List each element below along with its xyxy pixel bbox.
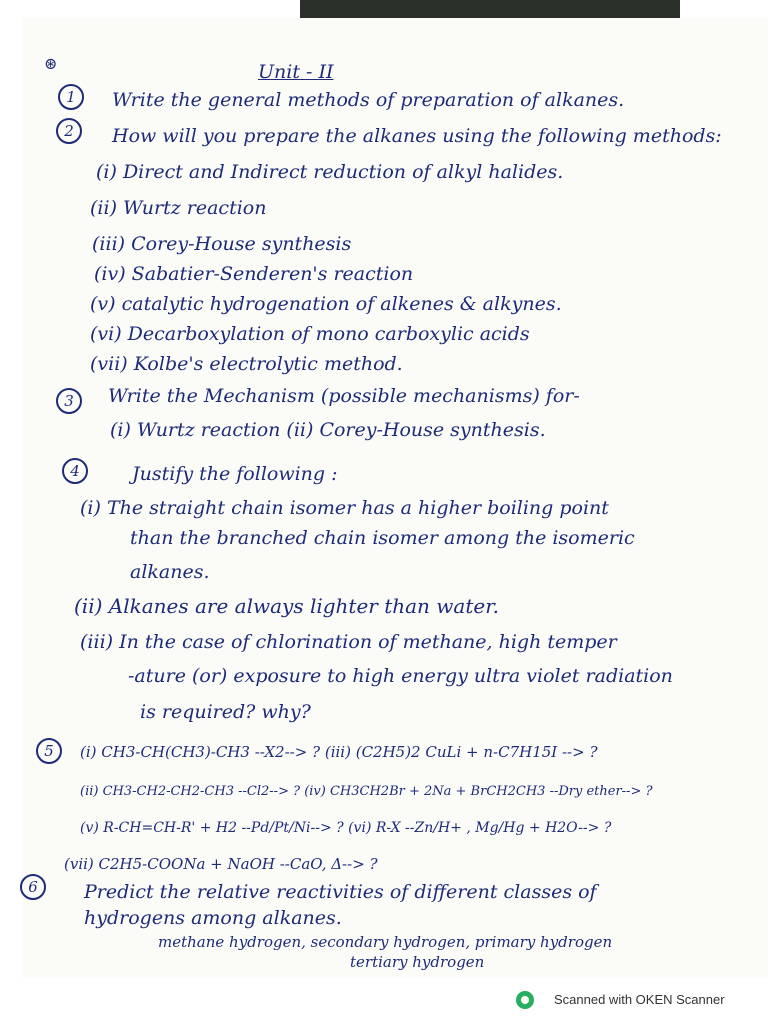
q6-line: methane hydrogen, secondary hydrogen, primary hydrogen [158,933,613,951]
q2-text: How will you prepare the alkanes using the following methods: [112,125,722,147]
q4-line: than the branched chain isomer among the isomeric [130,527,635,549]
q4-text: Justify the following : [132,463,338,485]
q4-line: is required? why? [140,701,311,723]
question-number-1: 1 [58,84,84,110]
question-number-5: 5 [36,738,62,764]
q4-line: alkanes. [130,561,210,583]
corner-mark: ⊛ [44,54,58,73]
q5-line: (v) R-CH=CH-R' + H2 --Pd/Pt/Ni--> ? (vi) R-X --Zn/H+ , Mg/Hg + H2O--> ? [80,820,612,836]
question-number-2: 2 [56,118,82,144]
q5-line: (vii) C2H5-COONa + NaOH --CaO, Δ--> ? [64,855,378,873]
q2-item: (i) Direct and Indirect reduction of alkyl halides. [96,161,564,183]
q2-item: (ii) Wurtz reaction [90,197,267,219]
q2-item: (vi) Decarboxylation of mono carboxylic acids [90,323,530,345]
q6-line: hydrogens among alkanes. [84,907,342,929]
q5-line: (i) CH3-CH(CH3)-CH3 --X2--> ? (iii) (C2H5)2 CuLi + n-C7H15I --> ? [80,743,598,761]
question-number-6: 6 [20,874,46,900]
question-number-3: 3 [56,388,82,414]
q6-line: tertiary hydrogen [350,953,485,971]
q6-line: Predict the relative reactivities of different classes of [84,881,597,903]
q2-item: (vii) Kolbe's electrolytic method. [90,353,403,375]
q2-item: (v) catalytic hydrogenation of alkenes & alkynes. [90,293,562,315]
q4-line: (i) The straight chain isomer has a higher boiling point [80,497,609,519]
unit-title: Unit - II [258,61,334,83]
scan-background-edge [300,0,680,20]
q2-item: (iv) Sabatier-Senderen's reaction [94,263,414,285]
q5-line: (ii) CH3-CH2-CH2-CH3 --Cl2--> ? (iv) CH3CH2Br + 2Na + BrCH2CH3 --Dry ether--> ? [80,784,653,799]
q4-line: (iii) In the case of chlorination of methane, high temper [80,631,617,653]
question-number-4: 4 [62,458,88,484]
scanner-watermark: Scanned with OKEN Scanner [554,992,725,1007]
q2-item: (iii) Corey-House synthesis [92,233,352,255]
q3-items: (i) Wurtz reaction (ii) Corey-House synthesis. [110,419,546,441]
q3-text: Write the Mechanism (possible mechanisms) for- [108,385,580,407]
q4-line: (ii) Alkanes are always lighter than water. [74,594,499,618]
oken-logo-icon [516,991,534,1009]
q4-line: -ature (or) exposure to high energy ultra violet radiation [128,665,673,687]
q1-text: Write the general methods of preparation of alkanes. [112,89,625,111]
